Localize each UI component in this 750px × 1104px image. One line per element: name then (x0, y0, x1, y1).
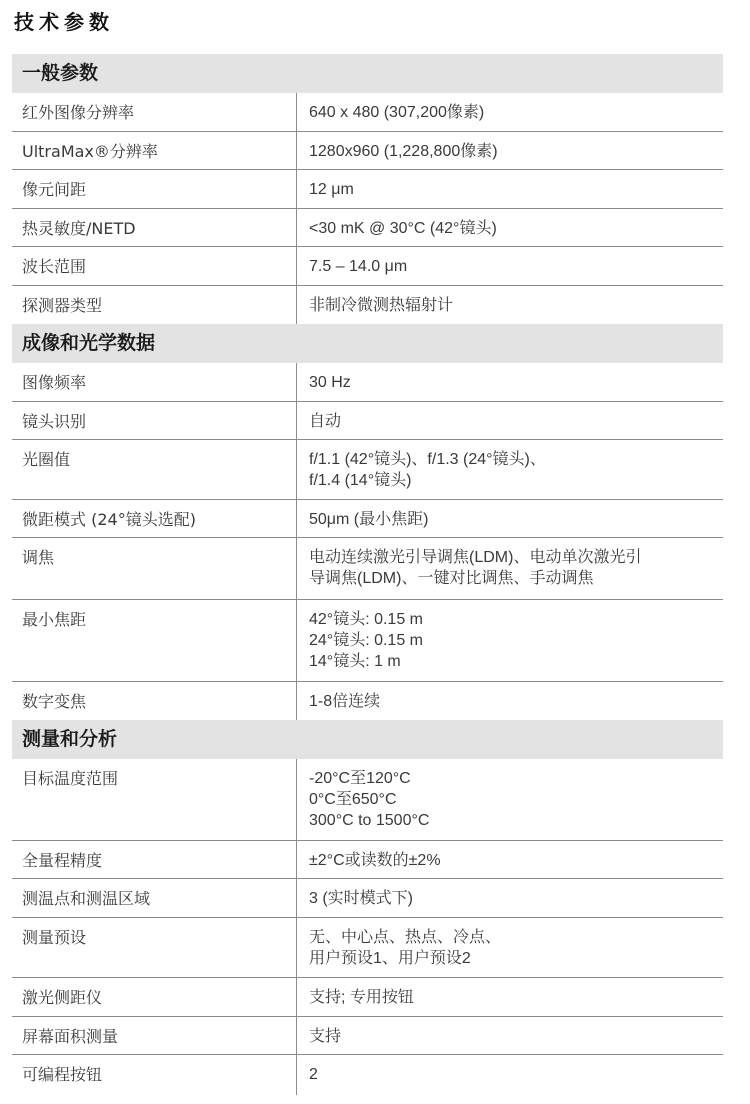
table-row (12, 682, 723, 720)
row-label: 探测器类型 (12, 286, 297, 324)
section-header-imaging: 成像和光学数据 (12, 324, 723, 363)
table-row (12, 978, 723, 1017)
table-row (12, 841, 723, 879)
table-row (12, 600, 723, 682)
row-label: 微距模式 (24°镜头选配) (12, 500, 297, 537)
page-title: 技术参数 (14, 10, 114, 34)
table-row (12, 538, 723, 600)
row-label: 波长范围 (12, 247, 297, 285)
row-value: 3 (实时模式下) (309, 890, 414, 907)
row-value: 支持; 专用按钮 (309, 989, 414, 1006)
row-label: 屏幕面积测量 (12, 1017, 297, 1054)
row-value: 50μm (最小焦距) (309, 511, 429, 528)
table-row (12, 879, 723, 918)
row-value: 30 Hz (309, 374, 351, 391)
table-row (12, 247, 723, 286)
table-row (12, 93, 723, 132)
row-label: 热灵敏度/NETD (12, 209, 297, 246)
row-value: <30 mK @ 30°C (42°镜头) (309, 220, 497, 237)
row-label: 可编程按钮 (12, 1055, 297, 1095)
table-row (12, 170, 723, 209)
row-label: 最小焦距 (12, 600, 297, 681)
table-row (12, 500, 723, 538)
row-label: 目标温度范围 (12, 759, 297, 840)
row-label: 激光侧距仪 (12, 978, 297, 1016)
row-label: 测量预设 (12, 918, 297, 977)
row-label: 红外图像分辨率 (12, 93, 297, 131)
table-row (12, 440, 723, 500)
row-value: 7.5 – 14.0 μm (309, 258, 408, 275)
table-row (12, 1055, 723, 1095)
table-row (12, 402, 723, 440)
row-label: 图像频率 (12, 363, 297, 401)
spec-table (12, 54, 723, 1095)
row-value: 12 μm (309, 181, 354, 198)
table-row (12, 132, 723, 170)
row-label: UltraMax®分辨率 (12, 132, 297, 169)
row-label: 调焦 (12, 538, 297, 599)
row-value: 支持 (309, 1028, 342, 1045)
row-label: 镜头识别 (12, 402, 297, 439)
table-row (12, 286, 723, 324)
row-label: 数字变焦 (12, 682, 297, 720)
row-value: 2 (309, 1066, 318, 1083)
row-value: 1280x960 (1,228,800像素) (309, 143, 498, 160)
row-label: 光圈值 (12, 440, 297, 499)
row-value: f/1.1 (42°镜头)、f/1.3 (24°镜头)、 f/1.4 (14°镜头) (309, 451, 546, 489)
table-row (12, 1017, 723, 1055)
table-row (12, 209, 723, 247)
table-row (12, 918, 723, 978)
section-header-measurement: 测量和分析 (12, 720, 723, 759)
row-value: -20°C至120°C 0°C至650°C 300°C to 1500°C (309, 770, 430, 829)
row-value: 电动连续激光引导调焦(LDM)、电动单次激光引 导调焦(LDM)、一键对比调焦、手动调焦 (309, 549, 642, 587)
row-value: 42°镜头: 0.15 m 24°镜头: 0.15 m 14°镜头: 1 m (309, 611, 424, 670)
row-value: 1-8倍连续 (309, 693, 381, 710)
row-value: 自动 (309, 413, 342, 430)
table-row (12, 759, 723, 841)
row-label: 像元间距 (12, 170, 297, 208)
row-label: 测温点和测温区域 (12, 879, 297, 917)
table-row (12, 363, 723, 402)
row-value: 640 x 480 (307,200像素) (309, 104, 485, 121)
section-header-general: 一般参数 (12, 54, 723, 93)
row-value: 无、中心点、热点、冷点、 用户预设1、用户预设2 (309, 929, 502, 967)
row-value: 非制冷微测热辐射计 (309, 297, 454, 314)
row-value: ±2°C或读数的±2% (309, 852, 441, 869)
row-label: 全量程精度 (12, 841, 297, 878)
